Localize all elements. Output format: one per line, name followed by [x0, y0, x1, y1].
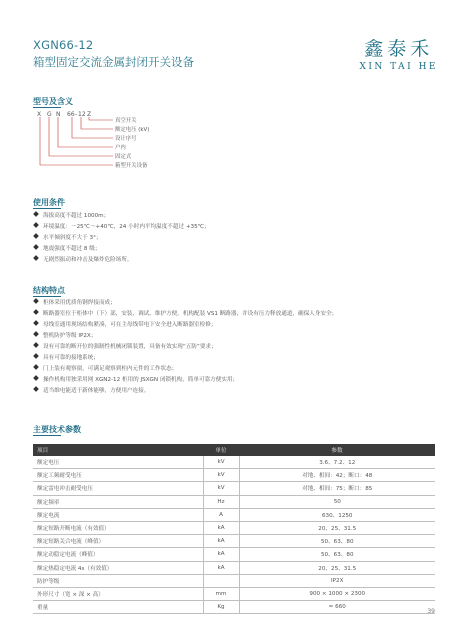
section-heading-structure: 结构特点 [33, 286, 65, 295]
model-code-diagram [37, 111, 237, 181]
company-logo [359, 38, 438, 72]
table-row: 额定频率 Hz 50 [33, 495, 435, 508]
table-row: 额定热稳定电流 4s（有效值） kA 20、25、31.5 [33, 561, 435, 574]
list-item: 具有可靠的接地系统； [33, 353, 337, 364]
code-meaning: 箱型开关设备 [115, 163, 148, 169]
bullet-icon [33, 320, 39, 326]
bullet-icon [33, 233, 39, 239]
section-heading-params: 主要技术参数 [33, 425, 81, 434]
code-meaning: 固定式 [115, 154, 132, 160]
code-meaning: 设计序号 [115, 136, 137, 142]
column-header-value: 参数 [239, 444, 435, 456]
page-number: 39 [427, 608, 435, 615]
list-item: 断路器室位于柜体中（下）部，安装、调试、维护方便。机构配装 VS1 断路器，并设有压力释放通道，确保人身安全； [33, 309, 337, 320]
bullet-icon [33, 364, 39, 370]
model-code-letters [37, 111, 91, 118]
bullet-icon [33, 298, 39, 304]
code-letter: X [37, 111, 42, 118]
table-row: 额定雷电冲击耐受电压 kV 对地、相间：75；断口：85 [33, 482, 435, 495]
title-block [33, 38, 194, 70]
section-heading-model-meaning: 型号及含义 [33, 97, 73, 106]
list-item: 环境温度：－25℃～+40℃，24 小时内平均温度不超过 +35℃； [33, 222, 210, 233]
table-header-row [33, 444, 435, 456]
code-leader-lines [40, 117, 113, 165]
column-header-item: 项目 [33, 444, 203, 456]
table-row: 外形尺寸（宽 × 深 × 高） mm 900 × 1000 × 2300 [33, 587, 435, 600]
list-item: 母线室通用现场结构紧凑，可在主母线带电下安全进入断路器室检修； [33, 320, 337, 331]
column-header-unit: 单位 [203, 444, 239, 456]
section-underline [33, 107, 61, 108]
bullet-icon [33, 353, 39, 359]
list-item: 整机防护等级 IP2X； [33, 331, 337, 342]
bullet-icon [33, 222, 39, 228]
section-heading-usage: 使用条件 [33, 198, 65, 207]
section-underline [33, 435, 61, 436]
list-item: 无剧烈振动和冲击及爆炸危险场所。 [33, 255, 210, 266]
bullet-icon [33, 386, 39, 392]
code-meaning: 额定电压 (kV) [115, 127, 150, 133]
table-row: 重量 Kg ≈ 660 [33, 601, 435, 614]
logo-english: XIN TAI HE [359, 62, 438, 72]
list-item: 适当维电能适于新体能够，方便用户连接。 [33, 386, 337, 397]
table-row: 额定电压 kV 3.6、7.2、12 [33, 456, 435, 469]
bullet-icon [33, 309, 39, 315]
table-row: 额定电流 A 630、1250 [33, 508, 435, 521]
list-item: 海拔高度不超过 1000m； [33, 211, 210, 222]
list-item: 操作机构用独采用网 XGN2-12 柜用的 JSXGN 闭锁机构，简单可靠方便实用； [33, 375, 337, 386]
bullet-icon [33, 342, 39, 348]
code-meaning: 户内 [115, 145, 126, 151]
bullet-icon [33, 255, 39, 261]
product-model: XGN66-12 [33, 38, 94, 52]
code-meaning: 真空开关 [115, 118, 137, 124]
list-item: 地震强度不超过 8 级； [33, 244, 210, 255]
list-item: 柜体采用优质角钢焊接而成； [33, 298, 337, 309]
table-row: 额定动稳定电流（峰值） kA 50、63、80 [33, 548, 435, 561]
bullet-icon [33, 211, 39, 217]
code-letter: 66 [67, 111, 75, 118]
bullet-icon [33, 375, 39, 381]
code-letter: - [75, 111, 78, 118]
usage-conditions-list [33, 211, 210, 266]
section-underline [33, 296, 61, 297]
code-letter: G [47, 111, 52, 118]
bullet-icon [33, 331, 39, 337]
list-item: 设有可靠的断开位的强制性机械闭锁装置，具备有效实现“五防”要求； [33, 342, 337, 353]
table-row: 防护等级 IP2X [33, 574, 435, 587]
list-item: 水平倾斜度不大于 3°； [33, 233, 210, 244]
code-letter: N [56, 111, 61, 118]
model-code-meanings [115, 116, 149, 169]
structure-features-list [33, 298, 337, 397]
table-row: 额定工频耐受电压 kV 对地、相间：42；断口：48 [33, 469, 435, 482]
table-row: 额定短路开断电流（有效值） kA 20、25、31.5 [33, 521, 435, 534]
section-underline [33, 208, 61, 209]
code-letter: 12 [78, 111, 86, 118]
bullet-icon [33, 244, 39, 250]
product-name: 箱型固定交流金属封闭开关设备 [33, 55, 194, 69]
table-row: 额定短路关合电流（峰值） kA 50、63、80 [33, 535, 435, 548]
list-item: 门上装有观察窗，可满足观察到柜内元件的工作状态； [33, 364, 337, 375]
code-letter: Z [87, 111, 92, 118]
logo-chinese: 鑫泰禾 [364, 38, 434, 60]
parameters-table [33, 444, 435, 614]
